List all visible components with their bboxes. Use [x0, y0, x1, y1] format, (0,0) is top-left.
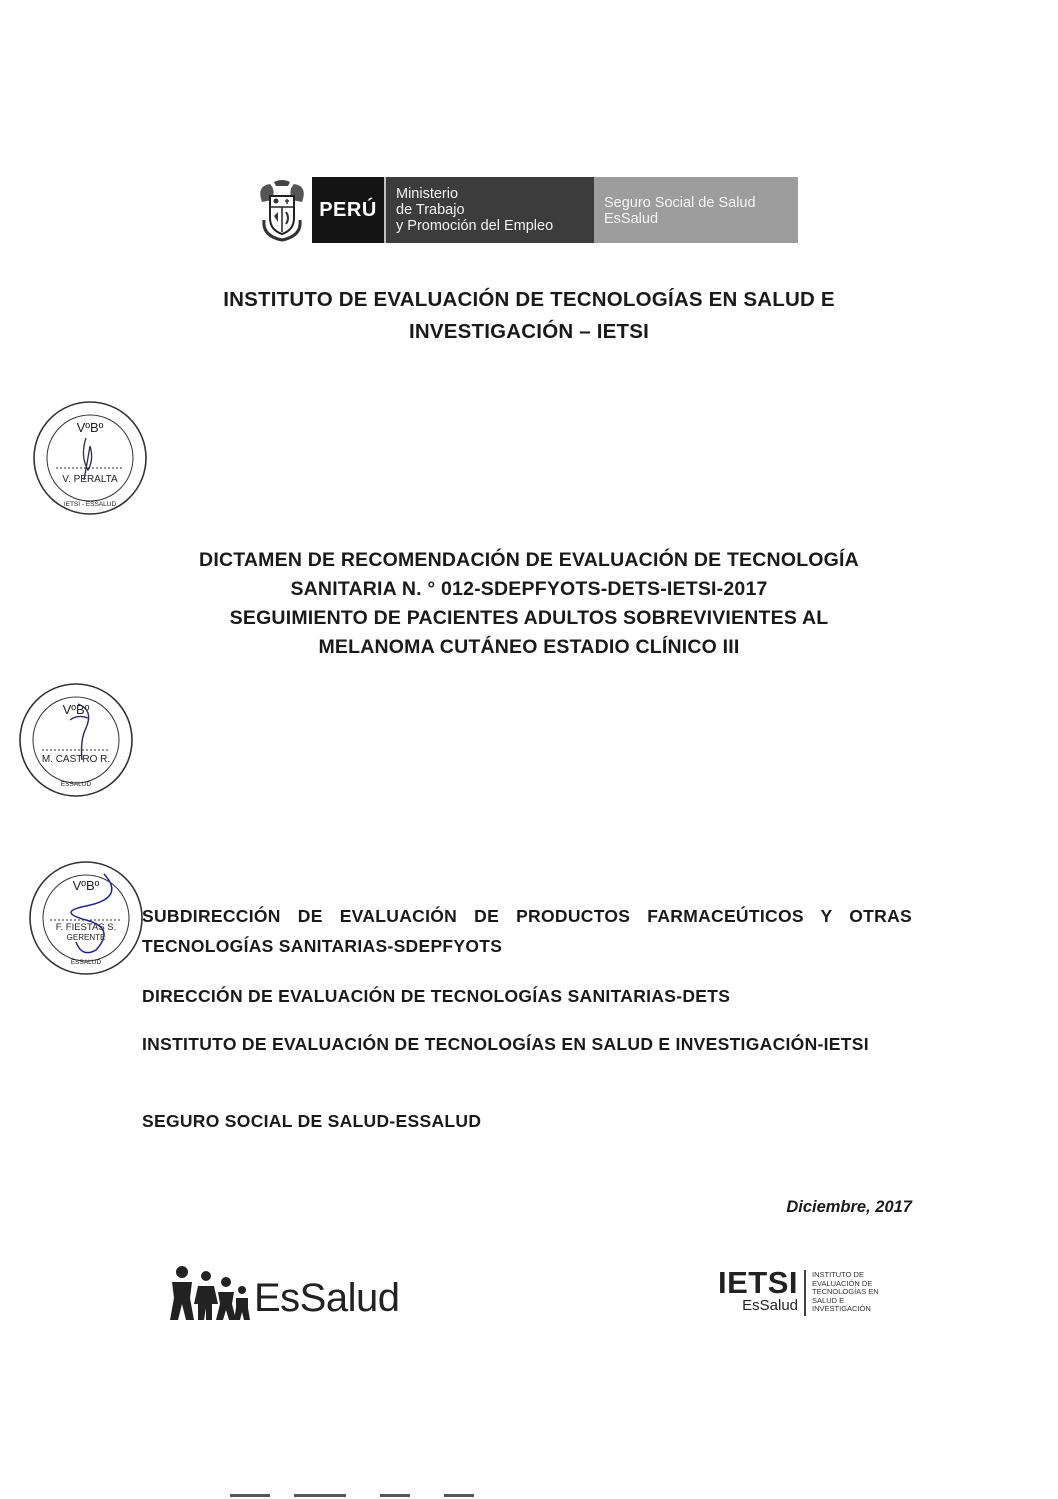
- dictamen-title: [0, 546, 1058, 662]
- unit-ietsi: INSTITUTO DE EVALUACIÓN DE TECNOLOGÍAS EN SALUD E INVESTIGACIÓN-IETSI: [142, 1034, 869, 1054]
- dictamen-title-line: MELANOMA CUTÁNEO ESTADIO CLÍNICO III: [318, 636, 740, 658]
- coat-of-arms-icon: [252, 176, 312, 244]
- ietsi-description-line: SALUD E: [812, 1295, 845, 1305]
- stamp-footer: ESSALUD: [60, 781, 92, 788]
- dictamen-title-line: DICTAMEN DE RECOMENDACIÓN DE EVALUACIÓN DE TECNOLOGÍA: [199, 549, 859, 571]
- ietsi-description: [812, 1268, 898, 1314]
- document-date: Diciembre, 2017: [786, 1198, 912, 1216]
- ministry-label: [384, 177, 594, 243]
- institute-title: [0, 284, 1058, 348]
- ietsi-description-line: INVESTIGACIÓN: [812, 1304, 871, 1313]
- essalud-header-line: Seguro Social de Salud: [604, 195, 756, 211]
- family-figures-icon: [168, 1264, 252, 1322]
- government-header: [252, 176, 798, 244]
- unit-essalud: SEGURO SOCIAL DE SALUD-ESSALUD: [142, 1111, 482, 1131]
- essalud-wordmark: EsSalud: [254, 1276, 400, 1320]
- dictamen-title-line: SEGUIMIENTO DE PACIENTES ADULTOS SOBREVIVIENTES AL: [229, 607, 829, 629]
- peru-label: PERÚ: [312, 177, 384, 243]
- essalud-header-label: [594, 177, 798, 243]
- ietsi-sub-wordmark: EsSalud: [742, 1297, 799, 1314]
- ietsi-description-line: EVALUACIÓN DE: [812, 1278, 873, 1288]
- approval-stamp-castro: [16, 680, 136, 800]
- approval-stamp-fiestas: [26, 858, 146, 978]
- stamp-vobo: VºBº: [62, 702, 90, 717]
- unit-dets: DIRECCIÓN DE EVALUACIÓN DE TECNOLOGÍAS SANITARIAS-DETS: [142, 986, 731, 1006]
- ministry-line: de Trabajo: [396, 202, 465, 218]
- stamp-footer: ESSALUD: [70, 959, 102, 966]
- essalud-logo: [168, 1262, 399, 1322]
- stamp-title: GERENTE: [66, 933, 106, 942]
- institute-title-line: INVESTIGACIÓN – IETSI: [409, 320, 649, 343]
- stamp-name: V. PERALTA: [62, 474, 118, 485]
- ietsi-wordmark-block: [718, 1265, 799, 1314]
- approval-stamp-peralta: [30, 398, 150, 518]
- unit-sdepfyots: SUBDIRECCIÓN DE EVALUACIÓN DE PRODUCTOS FARMACEÚTICOS Y OTRAS TECNOLOGÍAS SANITARIAS-SDEPFYOTS: [142, 906, 912, 956]
- ministry-line: Ministerio: [396, 186, 459, 202]
- stamp-vobo: VºBº: [72, 878, 100, 893]
- stamp-vobo: VºBº: [76, 420, 104, 435]
- dictamen-title-line: SANITARIA N. ° 012-SDEPFYOTS-DETS-IETSI-2017: [290, 578, 768, 600]
- ietsi-logo: [718, 1265, 898, 1316]
- institute-title-line: INSTITUTO DE EVALUACIÓN DE TECNOLOGÍAS EN SALUD E: [223, 288, 835, 311]
- scan-artifact-marks: [230, 1493, 480, 1498]
- ietsi-description-line: INSTITUTO DE: [812, 1270, 864, 1279]
- essalud-header-line: EsSalud: [604, 211, 659, 227]
- stamp-name: F. FIESTAS S.: [55, 922, 117, 933]
- ietsi-description-line: TECNOLOGÍAS EN: [812, 1287, 879, 1296]
- ietsi-wordmark: IETSI: [718, 1265, 799, 1300]
- ministry-line: y Promoción del Empleo: [396, 218, 554, 234]
- stamp-footer: IETSI - ESSALUD: [63, 501, 117, 508]
- stamp-name: M. CASTRO R.: [41, 754, 111, 765]
- ietsi-divider: [804, 1270, 806, 1316]
